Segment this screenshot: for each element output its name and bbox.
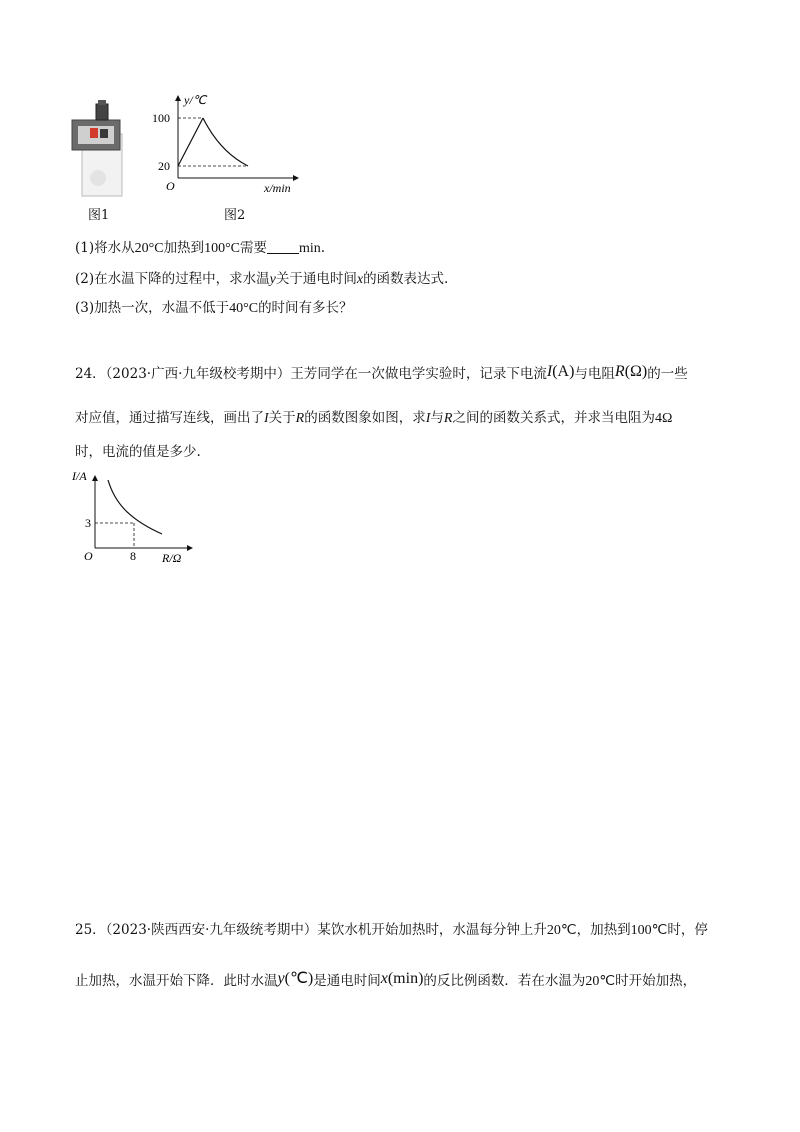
q23-part1: (1)将水从20°C加热到100°C需要 min. [75,240,326,256]
y-tick-20: 20 [158,159,170,173]
q24-line2: 对应值，通过描写连线，画出了I关于R的函数图象如图，求I与R之间的函数关系式，并求当电阻为4Ω [75,410,673,426]
q25-line2: 止加热，水温开始下降．此时水温y(℃)是通电时间x(min)的反比例函数．若在水温为20℃时开始加热， [75,970,697,989]
y-axis-label: y/℃ [184,93,207,107]
q24-line3: 时，电流的值是多少. [75,444,201,460]
x-tick-8: 8 [130,549,136,563]
origin-label: O [84,549,93,563]
y-axis-label: I/A [72,469,87,483]
q23-part2: (2)在水温下降的过程中，求水温y关于通电时间x的函数表达式. [75,271,449,287]
heating-segment [178,118,203,166]
q24-line1: 24．（2023·广西·九年级校考期中）王芳同学在一次做电学实验时，记录下电流I(A)与电阻R(Ω)的一些 [75,363,688,382]
y-tick-3: 3 [85,516,91,530]
origin-label: O [166,179,175,193]
figure-1-caption: 图1 [88,208,110,223]
inverse-curve [108,480,162,534]
answer-blank[interactable] [267,241,299,254]
figure-3 [70,462,200,568]
cooling-curve [203,118,248,166]
water-dispenser-image [68,98,128,198]
x-axis-label: x/min [264,181,291,195]
y-tick-100: 100 [152,111,170,125]
figure-2 [148,88,308,200]
q23-part3: (3)加热一次，水温不低于40°C的时间有多长？ [75,300,353,316]
q25-line1: 25．（2023·陕西西安·九年级统考期中）某饮水机开始加热时，水温每分钟上升20℃，加热到100℃时，停 [75,922,708,938]
figure-1 [68,98,128,198]
x-axis-label: R/Ω [162,551,182,565]
figure-2-caption: 图2 [224,208,246,223]
